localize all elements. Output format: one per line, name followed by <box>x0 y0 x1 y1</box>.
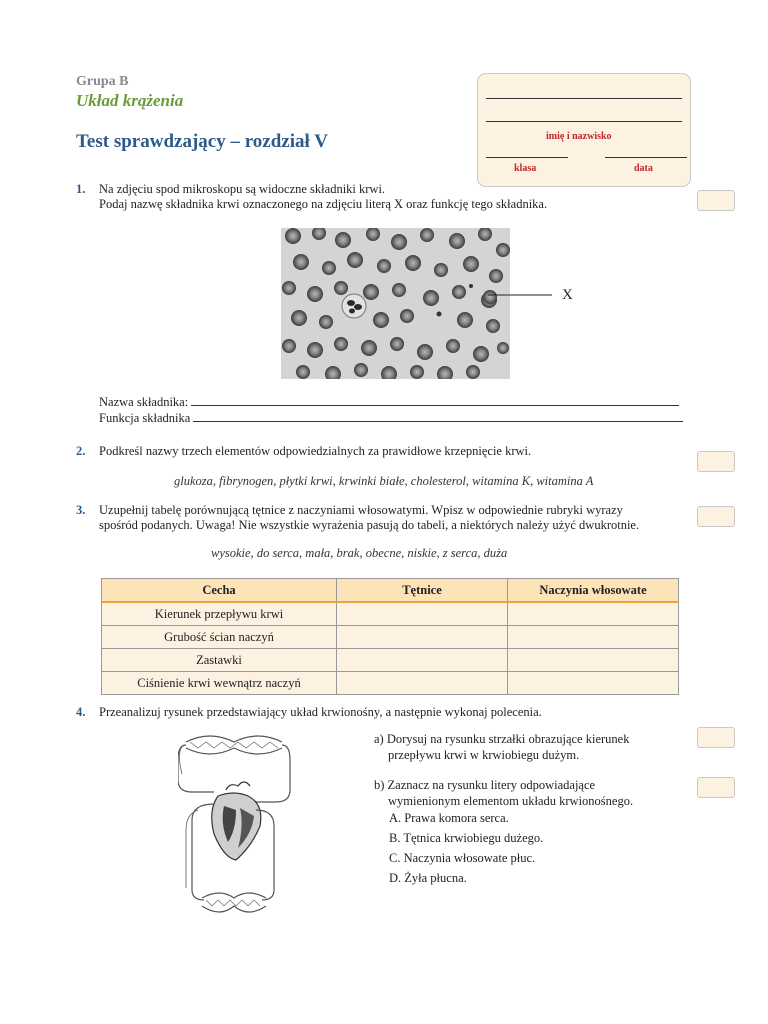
score-box-q2[interactable] <box>697 451 735 472</box>
row-label: Grubość ścian naczyń <box>102 626 337 649</box>
answer-cell-capillaries[interactable] <box>508 649 679 672</box>
answer-cell-capillaries[interactable] <box>508 672 679 695</box>
score-box-q3[interactable] <box>697 506 735 527</box>
table-header-row <box>102 579 679 603</box>
answer-cell-capillaries[interactable] <box>508 626 679 649</box>
option-c: C. Naczynia włosowate płuc. <box>389 851 536 865</box>
question-2-text: Podkreśl nazwy trzech elementów odpowiedzialnych za prawidłowe krzepnięcie krwi. <box>99 444 532 458</box>
answer-cell-arteries[interactable] <box>337 626 508 649</box>
table-row <box>102 626 679 649</box>
header-capillaries: Naczynia włosowate <box>508 579 679 603</box>
option-a: A. Prawa komora serca. <box>389 811 509 825</box>
table-row <box>102 602 679 626</box>
answer-cell-arteries[interactable] <box>337 602 508 626</box>
question-number-2: 2. <box>76 444 86 458</box>
task-4a <box>374 731 629 763</box>
option-b: B. Tętnica krwiobiegu dużego. <box>389 831 544 845</box>
pointer-line <box>488 290 558 300</box>
task-4b-line-2: wymienionym elementom układu krwionośnego. <box>388 794 634 808</box>
question-number-1: 1. <box>76 182 86 196</box>
question-3-text <box>99 503 639 533</box>
student-info-box <box>477 73 691 187</box>
comparison-table <box>101 578 679 695</box>
subject-title: Układ krążenia <box>76 91 184 110</box>
class-line[interactable] <box>486 157 568 158</box>
circulatory-system-diagram[interactable] <box>178 730 308 920</box>
element-options-list <box>389 808 543 888</box>
question-number-3: 3. <box>76 503 86 517</box>
question-1-line-2: Podaj nazwę składnika krwi oznaczonego na zdjęciu literą X oraz funkcję tego składnika. <box>99 197 548 211</box>
q2-word-list[interactable]: glukoza, fibrynogen, płytki krwi, krwinki białe, cholesterol, witamina K, witamina A <box>174 474 594 488</box>
task-4b-line-1: b) Zaznacz na rysunku litery odpowiadające <box>374 778 596 792</box>
component-name-field[interactable] <box>99 394 679 410</box>
question-1-line-1: Na zdjęciu spod mikroskopu są widoczne składniki krwi. <box>99 182 386 196</box>
answer-cell-arteries[interactable] <box>337 649 508 672</box>
component-function-label: Funkcja składnika <box>99 411 191 425</box>
answer-cell-capillaries[interactable] <box>508 602 679 626</box>
date-label: data <box>634 163 653 174</box>
component-function-field[interactable] <box>99 410 683 426</box>
marker-x-label: X <box>562 287 573 303</box>
question-4-text: Przeanalizuj rysunek przedstawiający układ krwionośny, a następnie wykonaj polecenia. <box>99 705 542 719</box>
row-label: Kierunek przepływu krwi <box>102 602 337 626</box>
blood-cells-image <box>281 228 510 379</box>
group-label: Grupa B <box>76 74 129 89</box>
header-feature: Cecha <box>102 579 337 603</box>
score-box-q4a[interactable] <box>697 727 735 748</box>
component-name-blank[interactable] <box>191 394 679 406</box>
row-label: Zastawki <box>102 649 337 672</box>
task-4a-line-2: przepływu krwi w krwiobiegu dużym. <box>388 748 580 762</box>
question-1-text <box>99 182 547 212</box>
task-4b <box>374 777 633 809</box>
name-line-1[interactable] <box>486 98 682 99</box>
table-row <box>102 649 679 672</box>
answer-cell-arteries[interactable] <box>337 672 508 695</box>
component-function-blank[interactable] <box>193 410 683 422</box>
question-3-line-1: Uzupełnij tabelę porównującą tętnice z naczyniami włosowatymi. Wpisz w odpowiednie rubryki wyrazy <box>99 503 623 517</box>
table-row <box>102 672 679 695</box>
score-box-q4b[interactable] <box>697 777 735 798</box>
q3-word-list: wysokie, do serca, mała, brak, obecne, niskie, z serca, duża <box>211 546 508 560</box>
name-line-2[interactable] <box>486 121 682 122</box>
date-line[interactable] <box>605 157 687 158</box>
page-title: Test sprawdzający – rozdział V <box>76 131 328 152</box>
microscope-photo <box>281 228 510 379</box>
row-label: Ciśnienie krwi wewnątrz naczyń <box>102 672 337 695</box>
score-box-q1[interactable] <box>697 190 735 211</box>
question-3-line-2: spośród podanych. Uwaga! Nie wszystkie wyrażenia pasują do tabeli, a niektórych należy użyć dwukrotnie. <box>99 518 640 532</box>
name-label: imię i nazwisko <box>546 131 612 142</box>
option-d: D. Żyła płucna. <box>389 871 467 885</box>
question-number-4: 4. <box>76 705 86 719</box>
class-label: klasa <box>514 163 537 174</box>
component-name-label: Nazwa składnika: <box>99 395 189 409</box>
task-4a-line-1: a) Dorysuj na rysunku strzałki obrazujące kierunek <box>374 732 630 746</box>
header-arteries: Tętnice <box>337 579 508 603</box>
